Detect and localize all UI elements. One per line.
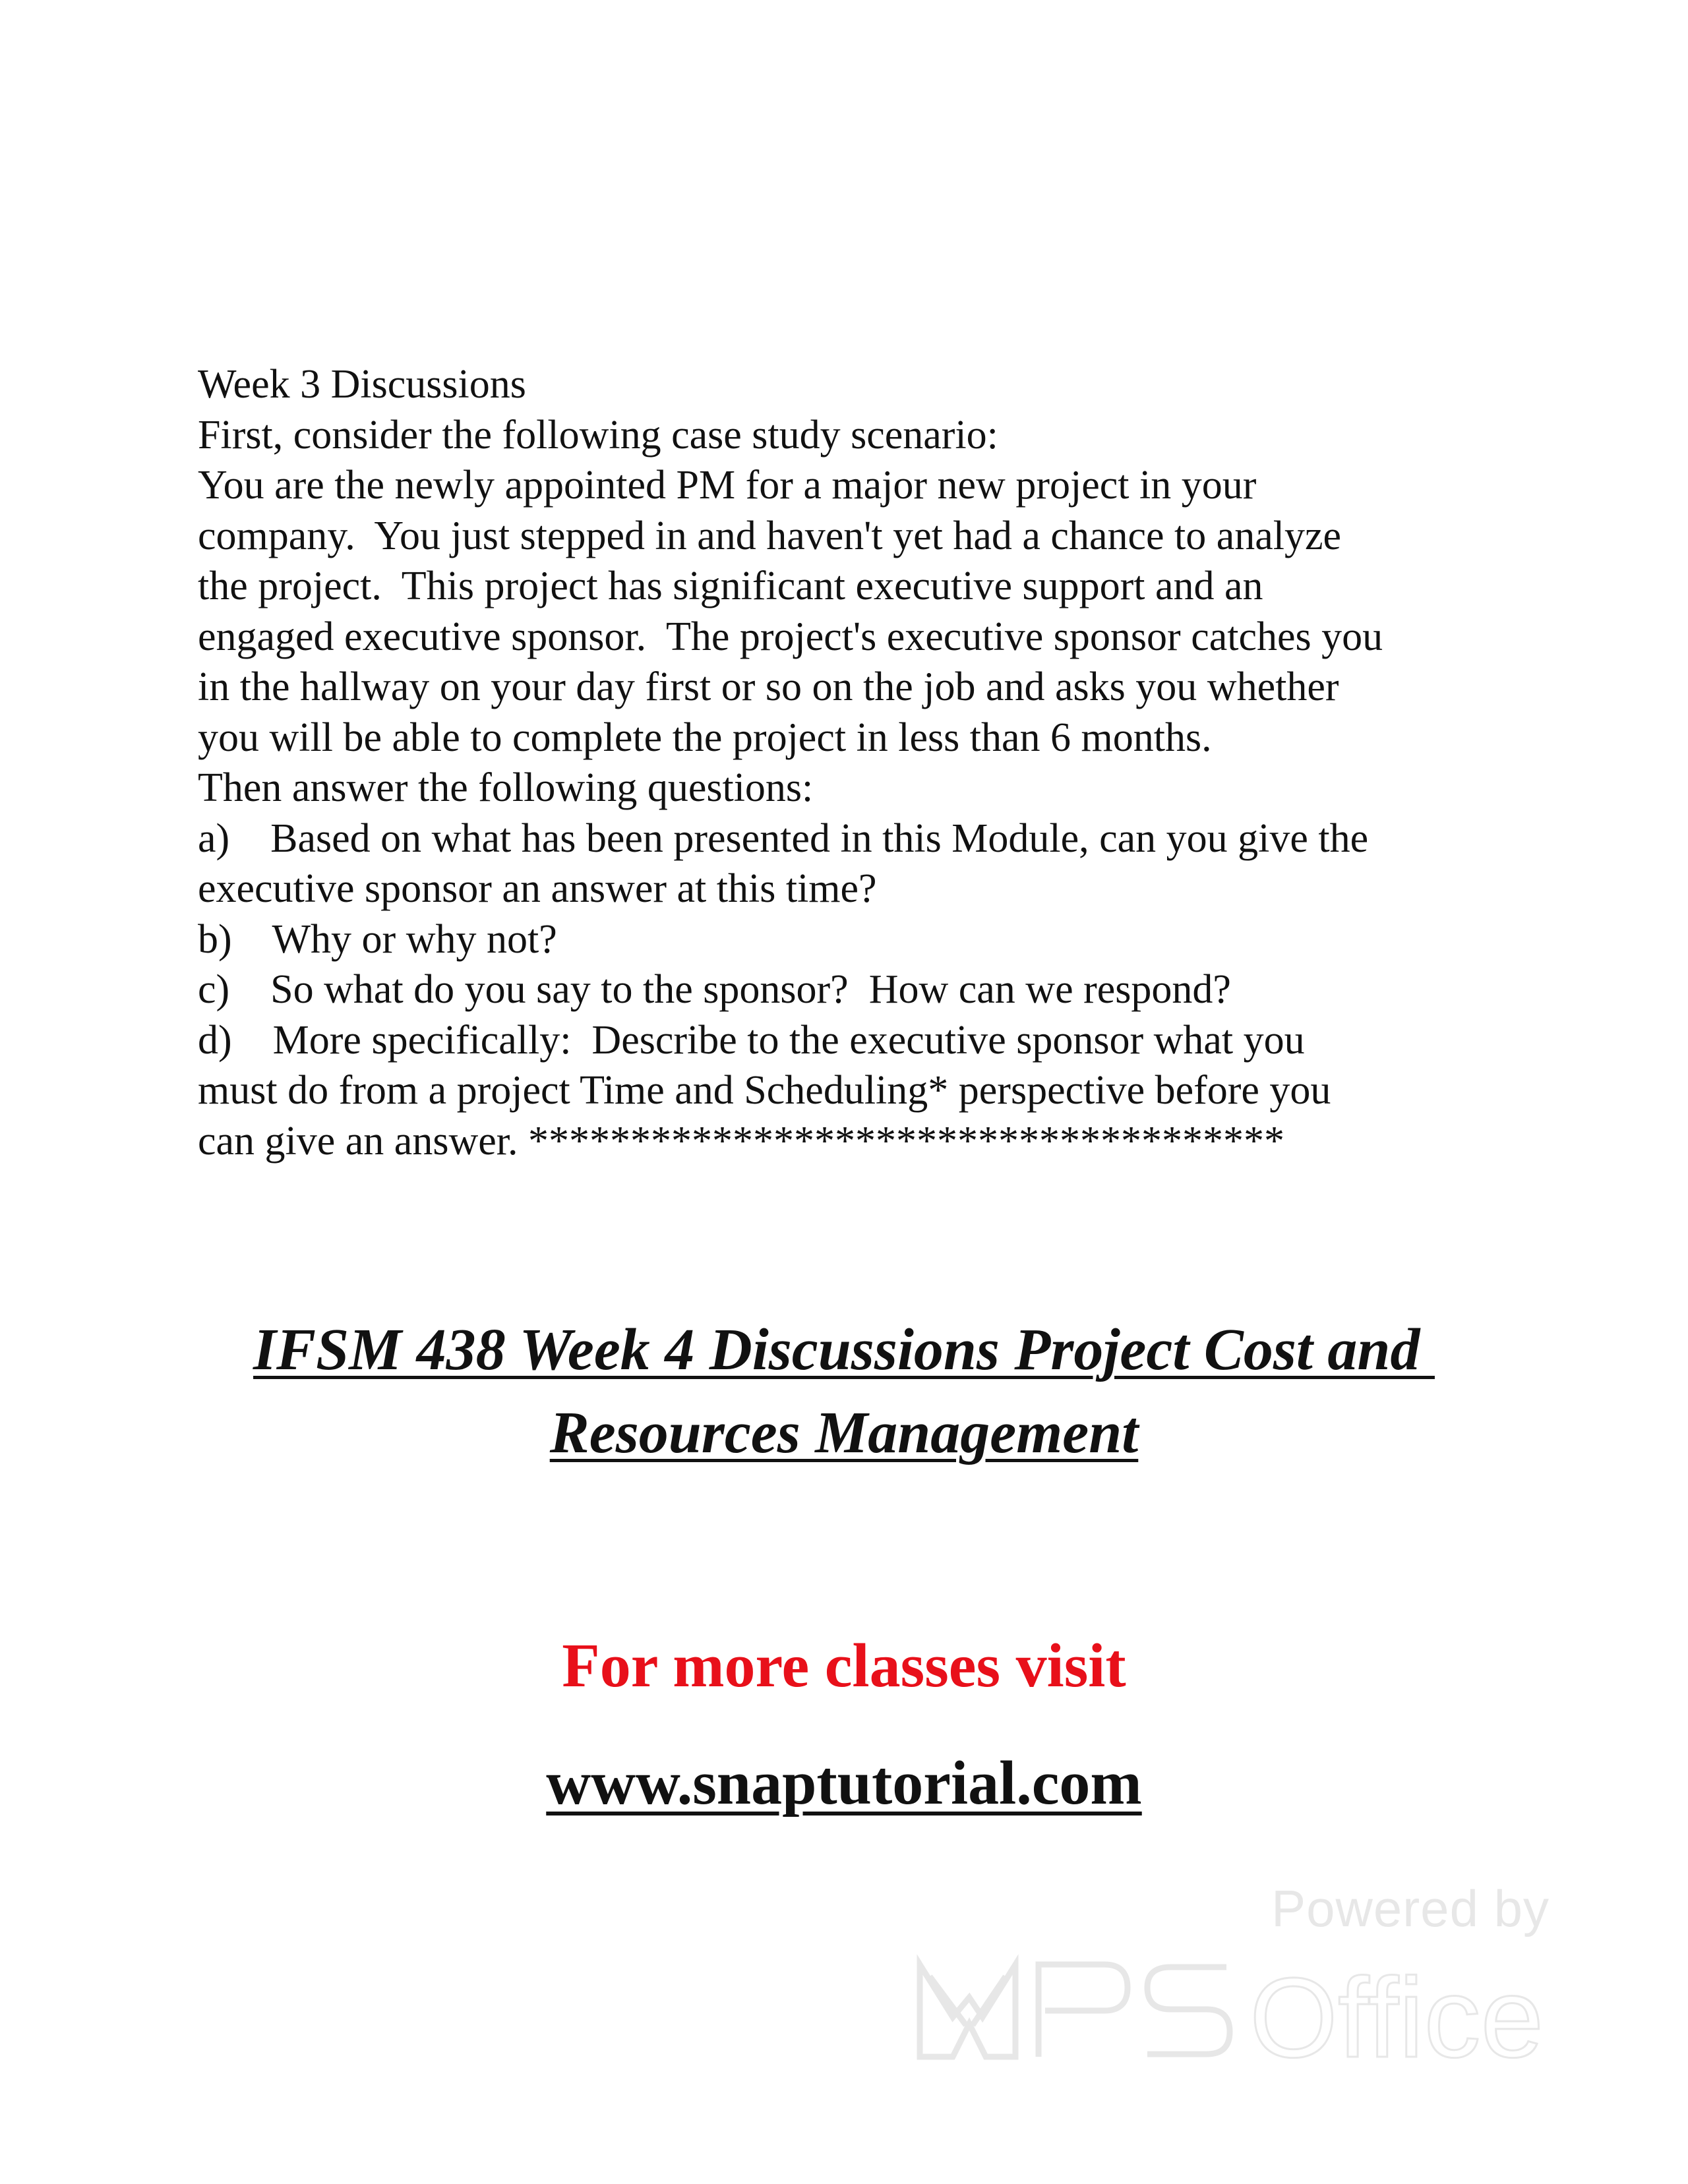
office-word: Office <box>1250 1955 1544 2070</box>
question-c: c) So what do you say to the sponsor? How can we respond? <box>198 967 1231 1012</box>
document-body <box>198 359 1490 1166</box>
promo-text: For more classes visit <box>562 1632 1126 1700</box>
text-line: in the hallway on your day first or so on the job and asks you whether <box>198 664 1339 709</box>
powered-by-text: Powered by <box>1271 1879 1550 1937</box>
question-a: a) Based on what has been presented in this Module, can you give the <box>198 815 1369 861</box>
text-line: must do from a project Time and Scheduling* perspective before you <box>198 1068 1331 1113</box>
wps-s-letter <box>1147 1967 1230 2054</box>
text-line: Then answer the following questions: <box>198 765 814 810</box>
course-heading-line-2: Resources Management <box>549 1400 1139 1465</box>
course-heading-line-1: IFSM 438 Week 4 Discussions Project Cost and <box>253 1317 1435 1382</box>
text-line: you will be able to complete the project in less than 6 months. <box>198 715 1212 760</box>
text-line: You are the newly appointed PM for a major new project in your <box>198 463 1257 508</box>
site-link[interactable] <box>0 1747 1688 1819</box>
text-line: the project. This project has significant executive support and an <box>198 564 1263 608</box>
site-link-text[interactable]: www.snaptutorial.com <box>546 1749 1142 1817</box>
text-line: First, consider the following case study scenario: <box>198 412 998 457</box>
text-line: can give an answer. ************************************* <box>198 1118 1284 1164</box>
course-heading <box>0 1309 1688 1475</box>
wps-office-logo <box>917 1951 1550 2070</box>
text-line: company. You just stepped in and haven't yet had a chance to analyze <box>198 513 1342 558</box>
wps-w-mark-icon <box>920 1964 1015 2057</box>
wps-watermark <box>917 1879 1550 2070</box>
wps-p-letter <box>1039 1964 1128 2057</box>
question-d: d) More specifically: Describe to the executive sponsor what you <box>198 1017 1305 1063</box>
text-line: executive sponsor an answer at this time? <box>198 866 877 911</box>
question-b: b) Why or why not? <box>198 916 557 962</box>
text-line: Week 3 Discussions <box>198 362 526 407</box>
text-line: engaged executive sponsor. The project's executive sponsor catches you <box>198 614 1383 659</box>
